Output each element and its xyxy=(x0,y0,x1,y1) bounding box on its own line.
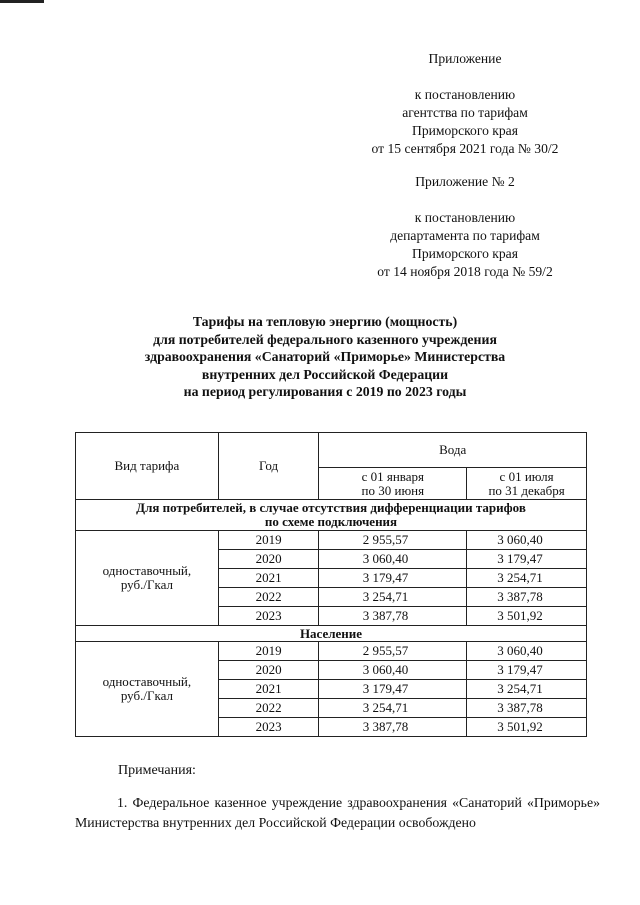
tariff-table xyxy=(75,432,587,737)
table-row xyxy=(76,531,587,550)
appendix-header xyxy=(345,50,585,158)
tariff-h1-cell: 3 387,78 xyxy=(319,607,467,626)
title-line: внутренних дел Российской Федерации xyxy=(201,366,449,382)
year-cell: 2020 xyxy=(218,661,319,680)
scan-edge-mark xyxy=(0,0,44,3)
date-number: от 15 сентября 2021 года № 30/2 xyxy=(371,141,559,156)
tariff-h1-cell: 2 955,57 xyxy=(319,531,467,550)
section-title-population: Население xyxy=(76,626,587,642)
title-line: на период регулирования с 2019 по 2023 годы xyxy=(183,384,467,399)
table-row xyxy=(76,642,587,661)
tariff-h1-cell: 3 179,47 xyxy=(319,569,467,588)
tariff-h1-cell: 3 179,47 xyxy=(319,680,467,699)
section-title-general: Для потребителей, в случае отсутствия дифференциации тарифов по схеме подключения xyxy=(76,500,587,531)
year-cell: 2023 xyxy=(218,718,319,737)
tariff-h1-cell: 3 254,71 xyxy=(319,588,467,607)
department: департамента по тарифам xyxy=(390,228,540,243)
section-row xyxy=(76,626,587,642)
region-2: Приморского края xyxy=(412,246,518,261)
appendix2-header xyxy=(345,173,585,281)
tariff-h1-cell: 3 060,40 xyxy=(319,661,467,680)
header-year: Год xyxy=(218,433,319,500)
to-resolution-2: к постановлению xyxy=(414,210,516,225)
tariff-h2-cell: 3 179,47 xyxy=(467,550,587,569)
date-number-2: от 14 ноября 2018 года № 59/2 xyxy=(377,264,553,279)
tariff-type-cell: одноставочный, руб./Гкал xyxy=(76,531,219,626)
tariff-h2-cell: 3 501,92 xyxy=(467,718,587,737)
tariff-type-cell: одноставочный, руб./Гкал xyxy=(76,642,219,737)
header-tariff-type: Вид тарифа xyxy=(76,433,219,500)
title-line: для потребителей федерального казенного учреждения xyxy=(153,331,497,347)
note-item-1: 1. Федеральное казенное учреждение здравоохранения «Санаторий «Приморье» Министерства внутренних дел Российской Федерации освобождено xyxy=(75,795,600,830)
year-cell: 2020 xyxy=(218,550,319,569)
year-cell: 2019 xyxy=(218,642,319,661)
header-water: Вода xyxy=(319,433,587,468)
appendix2-label: Приложение № 2 xyxy=(415,174,515,189)
region: Приморского края xyxy=(412,123,518,138)
agency: агентства по тарифам xyxy=(402,105,528,120)
tariff-h1-cell: 3 254,71 xyxy=(319,699,467,718)
title-line: здравоохранения «Санаторий «Приморье» Министерства xyxy=(144,349,506,364)
header-period-1: с 01 января по 30 июня xyxy=(319,468,467,500)
section-row xyxy=(76,500,587,531)
table-header-row xyxy=(76,433,587,468)
spacer xyxy=(345,68,585,86)
to-resolution: к постановлению xyxy=(414,87,516,102)
tariff-h1-cell: 2 955,57 xyxy=(319,642,467,661)
year-cell: 2021 xyxy=(218,680,319,699)
tariff-h1-cell: 3 387,78 xyxy=(319,718,467,737)
tariff-h2-cell: 3 501,92 xyxy=(467,607,587,626)
tariff-h2-cell: 3 060,40 xyxy=(467,642,587,661)
tariff-h2-cell: 3 387,78 xyxy=(467,699,587,718)
document-title xyxy=(60,313,590,401)
tariff-h1-cell: 3 060,40 xyxy=(319,550,467,569)
year-cell: 2023 xyxy=(218,607,319,626)
year-cell: 2019 xyxy=(218,531,319,550)
tariff-h2-cell: 3 254,71 xyxy=(467,569,587,588)
spacer xyxy=(345,191,585,209)
year-cell: 2022 xyxy=(218,699,319,718)
year-cell: 2021 xyxy=(218,569,319,588)
title-line: Тарифы на тепловую энергию (мощность) xyxy=(192,314,458,329)
tariff-h2-cell: 3 179,47 xyxy=(467,661,587,680)
notes-title: Примечания: xyxy=(118,763,196,778)
appendix-label: Приложение xyxy=(428,51,502,66)
tariff-h2-cell: 3 060,40 xyxy=(467,531,587,550)
year-cell: 2022 xyxy=(218,588,319,607)
tariff-h2-cell: 3 387,78 xyxy=(467,588,587,607)
tariff-h2-cell: 3 254,71 xyxy=(467,680,587,699)
header-period-2: с 01 июля по 31 декабря xyxy=(467,468,587,500)
